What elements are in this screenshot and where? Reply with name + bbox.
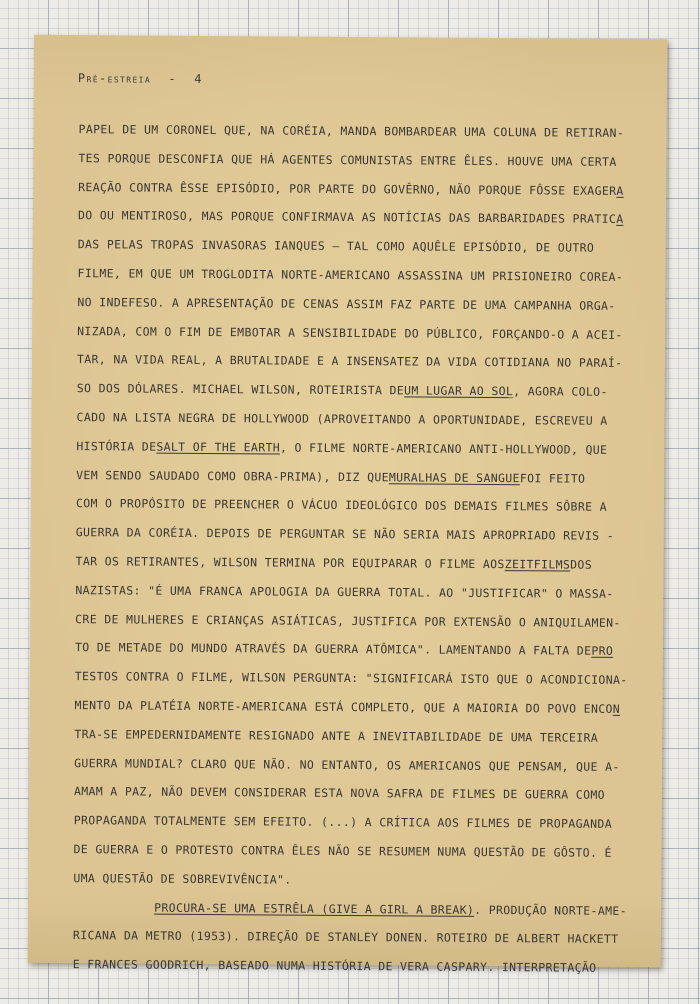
typewritten-page	[28, 35, 667, 975]
text-line: HISTÓRIA DESALT OF THE EARTH, O FILME NORTE-AMERICANO ANTI-HOLLYWOOD, QUE	[76, 432, 646, 465]
text-line: NAZISTAS: "É UMA FRANCA APOLOGIA DA GUERRA TOTAL. AO "JUSTIFICAR" O MASSA-	[75, 582, 614, 601]
text-line: CRE DE MULHERES E CRIANÇAS ASIÁTICAS, JUSTIFICA POR EXTENSÃO O ANIQUILAMEN-	[75, 611, 621, 630]
text-line: REAÇÃO CONTRA ÊSSE EPISÓDIO, POR PARTE DO GOVÊRNO, NÃO PORQUE FÔSSE EXAGERA	[78, 179, 624, 198]
text-line: DO OU MENTIROSO, MAS PORQUE CONFIRMAVA AS NOTÍCIAS DAS BARBARIDADES PRATICA	[77, 208, 624, 227]
film-title: ZEITFILMS	[504, 557, 571, 572]
text-line: MENTO DA PLATÉIA NORTE-AMERICANA ESTÁ COMPLETO, QUE A MAIORIA DO POVO ENCON	[74, 698, 621, 716]
text-line: RICANA DA METRO (1953). DIREÇÃO DE STANLEY DONEN. ROTEIRO DE ALBERT HACKETT	[72, 928, 619, 947]
text-line: NO INDEFESO. A APRESENTAÇÃO DE CENAS ASSIM FAZ PARTE DE UMA CAMPANHA ORGA-	[77, 294, 616, 313]
text-line: COM O PROPÓSITO DE PREENCHER O VÁCUO IDEOLÓGICO DOS DEMAIS FILMES SÔBRE A	[75, 496, 607, 515]
text-line: DE GUERRA E O PROTESTO CONTRA ÊLES NÃO SE RESUMEM NUMA QUESTÃO DE GÔSTO. É	[73, 842, 612, 860]
body-text	[73, 115, 649, 983]
text-line: FILME, EM QUE UM TROGLODITA NORTE-AMERICANO ASSASSINA UM PRISIONEIRO COREA-	[77, 266, 624, 284]
text-line: SO DOS DÓLARES. MICHAEL WILSON, ROTEIRISTA DEUM LUGAR AO SOL, AGORA COLO-	[77, 374, 647, 407]
text-line: TAR OS RETIRANTES, WILSON TERMINA POR EQUIPARAR O FILME AOSZEITFILMSDOS	[75, 547, 645, 580]
text-line: TO DE METADE DO MUNDO ATRAVÉS DA GUERRA ATÔMICA". LAMENTANDO A FALTA DEPRO	[74, 640, 614, 659]
film-title: SALT OF THE EARTH	[156, 439, 281, 455]
text-line: E FRANCES GOODRICH, BASEADO NUMA HISTÓRIA DE VERA CASPARY. INTERPRETAÇÃO	[72, 957, 597, 975]
film-title: MURALHAS DE SANGUE	[388, 469, 520, 485]
text-line: AMAM A PAZ, NÃO DEVEM CONSIDERAR ESTA NOVA SAFRA DE FILMES DE GUERRA COMO	[73, 784, 605, 803]
film-title: UM LUGAR AO SOL	[404, 383, 514, 399]
text-line: UMA QUESTÃO DE SOBREVIVÊNCIA".	[73, 870, 292, 887]
film-title: PROCURA-SE UMA ESTRÊLA (GIVE A GIRL A BREAK)	[154, 900, 475, 917]
text-line: VEM SENDO SAUDADO COMO OBRA-PRIMA), DIZ QUEMURALHAS DE SANGUEFOI FEITO	[76, 461, 646, 494]
page-header: Pré-estreia - 4	[77, 71, 203, 86]
text-line: GUERRA DA CORÉIA. DEPOIS DE PERGUNTAR SE NÃO SERIA MAIS APROPRIADO REVIS -	[75, 525, 615, 544]
text-line: NIZADA, COM O FIM DE EMBOTAR A SENSIBILIDADE DO PÚBLICO, FORÇANDO-O A ACEI-	[77, 323, 623, 342]
text-line: DAS PELAS TROPAS INVASORAS IANQUES — TAL COMO AQUÊLE EPISÓDIO, DE OUTRO	[77, 237, 595, 255]
text-line: TRA-SE EMPEDERNIDAMENTE RESIGNADO ANTE A INEVITABILIDADE DE UMA TERCEIRA	[74, 726, 599, 745]
text-line: TAR, NA VIDA REAL, A BRUTALIDADE E A INSENSATEZ DA VIDA COTIDIANA NO PARAÍ-	[76, 352, 623, 371]
text-line: TES PORQUE DESCONFIA QUE HÁ AGENTES COMUNISTAS ENTRE ÊLES. HOUVE UMA CERTA	[78, 150, 617, 169]
text-line: TESTOS CONTRA O FILME, WILSON PERGUNTA: "SIGNIFICARÁ ISTO QUE O ACONDICIONA-	[74, 669, 628, 688]
text-line: CADO NA LISTA NEGRA DE HOLLYWOOD (APROVEITANDO A OPORTUNIDADE, ESCREVEU A	[76, 410, 608, 428]
text-line: PROCURA-SE UMA ESTRÊLA (GIVE A GIRL A BREAK). PRODUÇÃO NORTE-AME-	[73, 893, 643, 926]
text-line: PROPAGANDA TOTALMENTE SEM EFEITO. (...) A CRÍTICA AOS FILMES DE PROPAGANDA	[73, 813, 613, 831]
text-line: PAPEL DE UM CORONEL QUE, NA CORÉIA, MANDA BOMBARDEAR UMA COLUNA DE RETIRAN-	[78, 122, 625, 140]
text-line: GUERRA MUNDIAL? CLARO QUE NÃO. NO ENTANTO, OS AMERICANOS QUE PENSAM, QUE A-	[74, 755, 620, 774]
